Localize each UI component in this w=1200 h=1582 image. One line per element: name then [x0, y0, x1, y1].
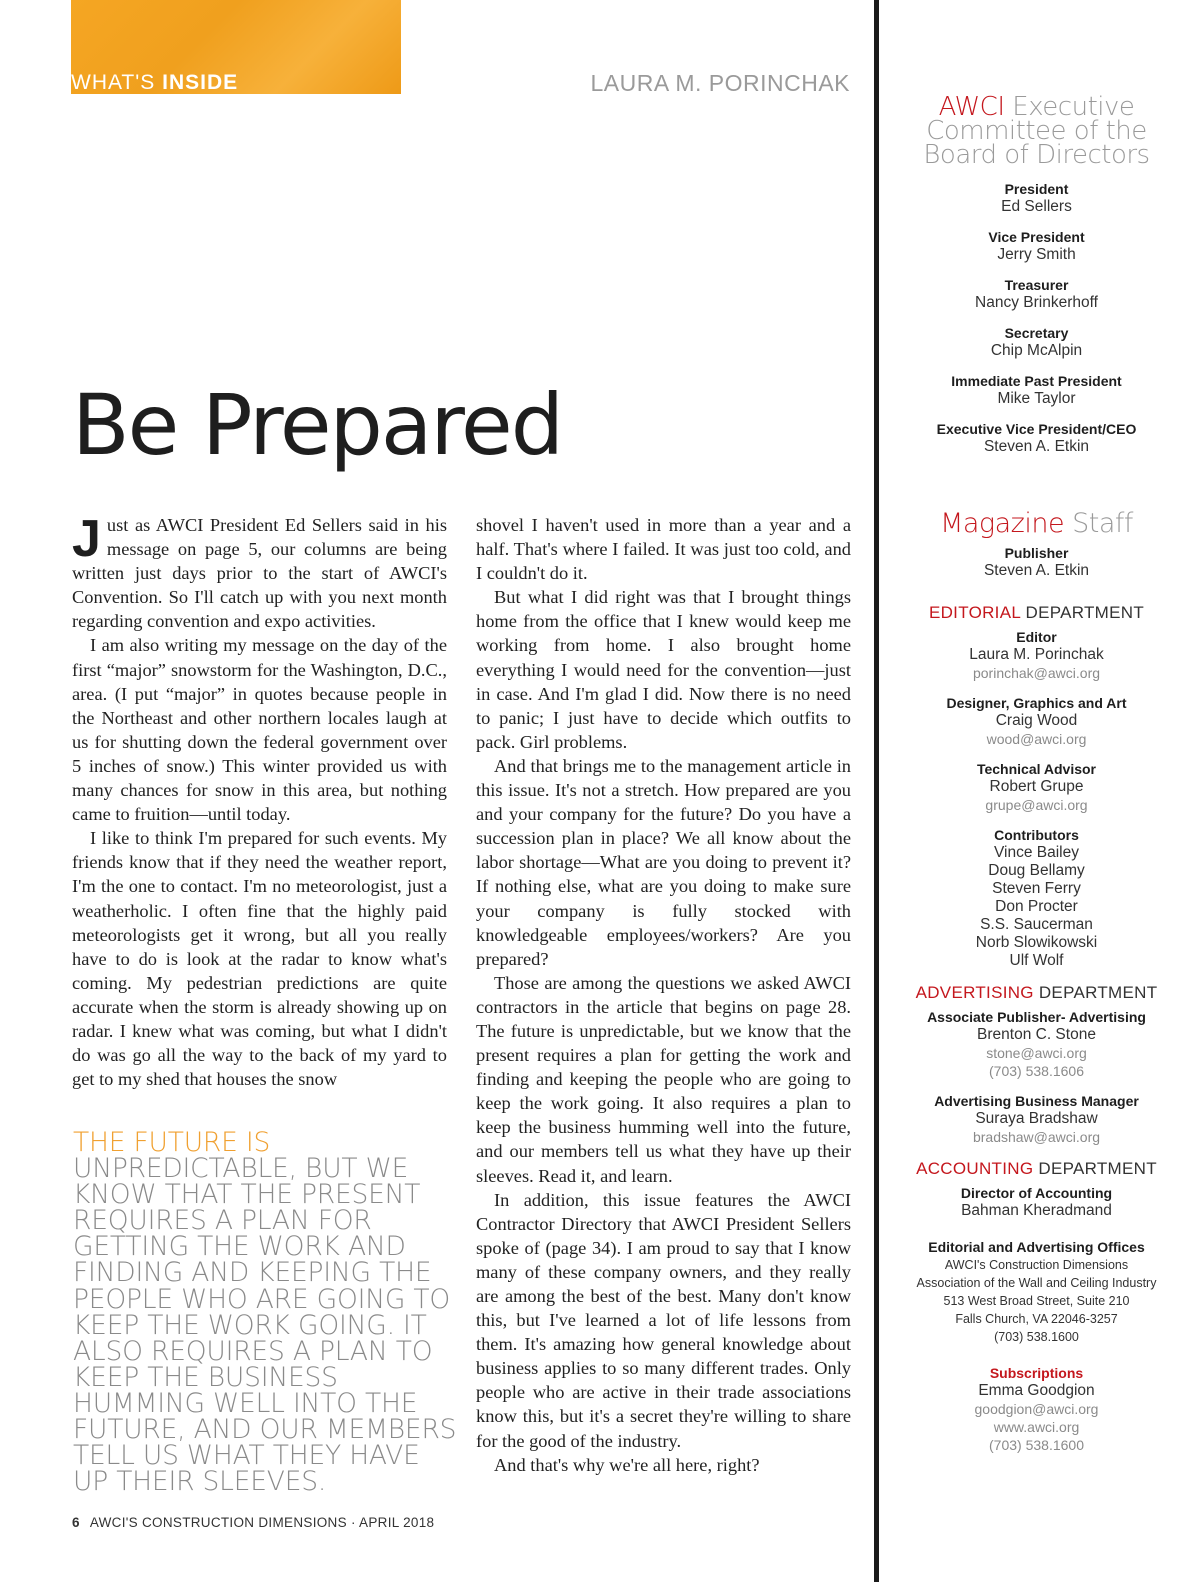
page-footer	[72, 1515, 434, 1530]
staff-email[interactable]: bradshaw@awci.org	[972, 1129, 1101, 1145]
officer-role: Vice President	[988, 229, 1085, 245]
address-line: (703) 538.1600	[994, 1330, 1079, 1344]
offices-entry	[895, 1239, 1178, 1346]
staff-phone: (703) 538.1600	[989, 1437, 1084, 1453]
heading-text: Staff	[1064, 508, 1133, 539]
accounting-director-entry	[895, 1185, 1178, 1220]
heading-brand: Magazine	[940, 508, 1065, 539]
designer-entry	[895, 695, 1178, 748]
officer-entry	[895, 181, 1178, 216]
paragraph: And that brings me to the management article in this issue. It's not a stretch. How prepared are you and your company for the future? Do you have a succession plan in place? We all know about the labor shortage—What are you doing to prevent it? If nothing else, what are you doing to make sure your company is fully stocked with knowledgeable employees/workers? Are you prepared?	[476, 755, 851, 969]
paragraph-text: ust as AWCI President Ed Sellers said in his message on page 5, our columns are being written just days prior to the start of AWCI's Convention. So I'll catch up with you next month regarding convention and expo activities.	[72, 515, 447, 632]
editor-entry	[895, 629, 1178, 682]
officer-entry	[895, 421, 1178, 456]
paragraph: And that's why we're all here, right?	[494, 1454, 760, 1475]
contributor-name: Ulf Wolf	[1009, 952, 1064, 969]
section-label-bold: INSIDE	[162, 71, 239, 94]
staff-name: Brenton C. Stone	[977, 1026, 1096, 1043]
staff-name: Robert Grupe	[989, 778, 1084, 795]
contributor-name: Doug Bellamy	[988, 862, 1085, 879]
contributors-entry	[895, 827, 1178, 970]
dept-brand: ACCOUNTING	[916, 1159, 1034, 1178]
officer-role: Treasurer	[1004, 277, 1069, 293]
staff-role: Publisher	[1004, 545, 1069, 561]
staff-role: Designer, Graphics and Art	[946, 695, 1127, 711]
heading-text: Executive	[1004, 92, 1135, 122]
dept-text: DEPARTMENT	[1020, 603, 1145, 622]
magazine-staff-heading	[895, 509, 1178, 539]
address-line: Falls Church, VA 22046-3257	[955, 1312, 1118, 1326]
staff-role: Contributors	[994, 827, 1079, 843]
advertising-department-heading	[895, 983, 1178, 1003]
paragraph	[72, 510, 447, 633]
executive-committee-heading	[895, 92, 1178, 170]
publication-line: AWCI'S CONSTRUCTION DIMENSIONS · APRIL 2018	[89, 1515, 435, 1530]
associate-publisher-entry	[895, 1009, 1178, 1080]
heading-text: Board of Directors	[923, 140, 1150, 170]
staff-role: Associate Publisher- Advertising	[927, 1009, 1146, 1025]
website-link[interactable]: www.awci.org	[993, 1419, 1080, 1435]
contributor-name: Norb Slowikowski	[975, 934, 1098, 951]
heading-brand: AWCI	[938, 92, 1005, 122]
paragraph: Those are among the questions we asked AWCI contractors in the article that begins on page 28. The future is unpredictable, but we know that the present requires a plan for getting the work and finding and keeping the people who are going to keep the work going. It also requires a plan to keep the business humming well into the future, and our members tell us what they have up their sleeves. Read it, and learn.	[476, 972, 851, 1186]
officer-name: Mike Taylor	[997, 390, 1076, 407]
officer-role: Immediate Past President	[951, 373, 1122, 389]
officer-role: Executive Vice President/CEO	[936, 421, 1137, 437]
dept-brand: ADVERTISING	[915, 983, 1034, 1002]
paragraph: shovel I haven't used in more than a year and a half. That's where I failed. It was just too cold, and I couldn't do it.	[476, 515, 851, 584]
staff-role: Advertising Business Manager	[934, 1093, 1139, 1109]
officer-entry	[895, 277, 1178, 312]
drop-cap: J	[72, 510, 101, 568]
officer-entry	[895, 325, 1178, 360]
staff-name: Suraya Bradshaw	[975, 1110, 1098, 1127]
staff-email[interactable]: grupe@awci.org	[985, 797, 1088, 813]
masthead-sidebar	[895, 92, 1178, 1467]
officer-role: Secretary	[1004, 325, 1069, 341]
officer-name: Ed Sellers	[1001, 198, 1072, 215]
contributor-name: Don Procter	[995, 898, 1078, 915]
paragraph: I am also writing my message on the day of the first “major” snowstorm for the Washington, D.C., area. (I put “major” in quotes because people in the Northeast and other northern locales laugh at us for shutting down the federal government over 5 inches of snow.) This winter provided us with many chances for snow in this area, but nothing came to fruition—until today.	[72, 635, 447, 825]
address-line: 513 West Broad Street, Suite 210	[943, 1294, 1130, 1308]
section-label-light: WHAT'S	[71, 71, 163, 94]
officer-role: President	[1004, 181, 1069, 197]
contributor-name: Vince Bailey	[993, 844, 1079, 861]
paragraph: But what I did right was that I brought things home from the office that I knew would keep me working from home. I also brought home everything I would need for the convention—just in case. And I'm glad I did. Now there is no need to panic; I just have to decide which outfits to pack. Girl problems.	[476, 587, 851, 752]
staff-name: Steven A. Etkin	[983, 562, 1090, 579]
officer-entry	[895, 229, 1178, 264]
technical-advisor-entry	[895, 761, 1178, 814]
staff-role: Editor	[1016, 629, 1057, 645]
column-divider	[874, 0, 879, 1582]
article-column-1	[72, 510, 447, 1091]
staff-email[interactable]: porinchak@awci.org	[972, 665, 1101, 681]
dept-text: DEPARTMENT	[1033, 1159, 1157, 1178]
pull-quote-text: UNPREDICTABLE, BUT WE KNOW THAT THE PRESENT REQUIRES A PLAN FOR GETTING THE WORK AND FINDING AND KEEPING THE PEOPLE WHO ARE GOING TO KEEP THE WORK GOING. IT ALSO REQUIRES A PLAN TO KEEP THE BUSINESS HUMMING WELL INTO THE FUTURE, AND OUR MEMBERS TELL US WHAT THEY HAVE UP THEIR SLEEVES.	[73, 1153, 457, 1498]
address-line: AWCI's Construction Dimensions	[944, 1258, 1129, 1272]
section-label	[71, 70, 238, 96]
page-number: 6	[72, 1515, 80, 1530]
heading-text: Committee of the	[926, 116, 1147, 146]
staff-email[interactable]: goodgion@awci.org	[974, 1401, 1099, 1417]
editorial-department-heading	[895, 603, 1178, 623]
publisher-entry	[895, 545, 1178, 580]
staff-role: Director of Accounting	[960, 1185, 1113, 1201]
subscriptions-heading: Subscriptions	[989, 1365, 1084, 1381]
officer-name: Jerry Smith	[997, 246, 1076, 263]
dept-brand: EDITORIAL	[928, 603, 1021, 622]
accounting-department-heading	[895, 1159, 1178, 1179]
officer-entry	[895, 373, 1178, 408]
article-column-2	[476, 513, 851, 1477]
officer-name: Chip McAlpin	[990, 342, 1083, 359]
staff-name: Bahman Kheradmand	[961, 1202, 1112, 1219]
author-byline: LAURA M. PORINCHAK	[590, 70, 850, 96]
staff-name: Emma Goodgion	[978, 1382, 1095, 1399]
officer-name: Nancy Brinkerhoff	[975, 294, 1098, 311]
pull-quote	[73, 1127, 458, 1498]
ad-business-manager-entry	[895, 1093, 1178, 1146]
contributor-name: Steven Ferry	[992, 880, 1081, 897]
contributor-name: S.S. Saucerman	[980, 916, 1093, 933]
address-line: Association of the Wall and Ceiling Industry	[916, 1276, 1157, 1290]
staff-name: Laura M. Porinchak	[969, 646, 1104, 663]
offices-heading: Editorial and Advertising Offices	[928, 1239, 1145, 1255]
paragraph: I like to think I'm prepared for such events. My friends know that if they need the weather report, I'm the one to contact. I'm no meteorologist, just a weatherholic. I often fine that the highly paid meteorologists get it wrong, but all you really have to do is look at the radar to know what's coming. My pedestrian predictions are quite accurate when the storm is already showing up on radar. I knew what was coming, but what I didn't do was go all the way to the back of my yard to get to my shed that houses the snow	[72, 828, 447, 1090]
officer-name: Steven A. Etkin	[983, 438, 1090, 455]
dept-text: DEPARTMENT	[1033, 983, 1158, 1002]
staff-name: Craig Wood	[995, 712, 1078, 729]
article-title: Be Prepared	[72, 376, 563, 474]
pull-quote-accent: THE FUTURE IS	[73, 1127, 271, 1158]
paragraph: In addition, this issue features the AWCI Contractor Directory that AWCI President Sellers spoke of (page 34). I am proud to say that I know many of these company owners, and they really are among the best of the best. Many don't know this, but I've learned a lot of life lessons from them. It's amazing how general knowledge about business applies to so many different trades. Only people who are active in their trade associations know this, but it's a secret they're willing to share for the good of the industry.	[476, 1189, 851, 1451]
staff-role: Technical Advisor	[976, 761, 1097, 777]
staff-email[interactable]: stone@awci.org	[986, 1045, 1087, 1061]
staff-email[interactable]: wood@awci.org	[986, 731, 1087, 747]
staff-phone: (703) 538.1606	[989, 1063, 1084, 1079]
subscriptions-entry	[895, 1365, 1178, 1454]
